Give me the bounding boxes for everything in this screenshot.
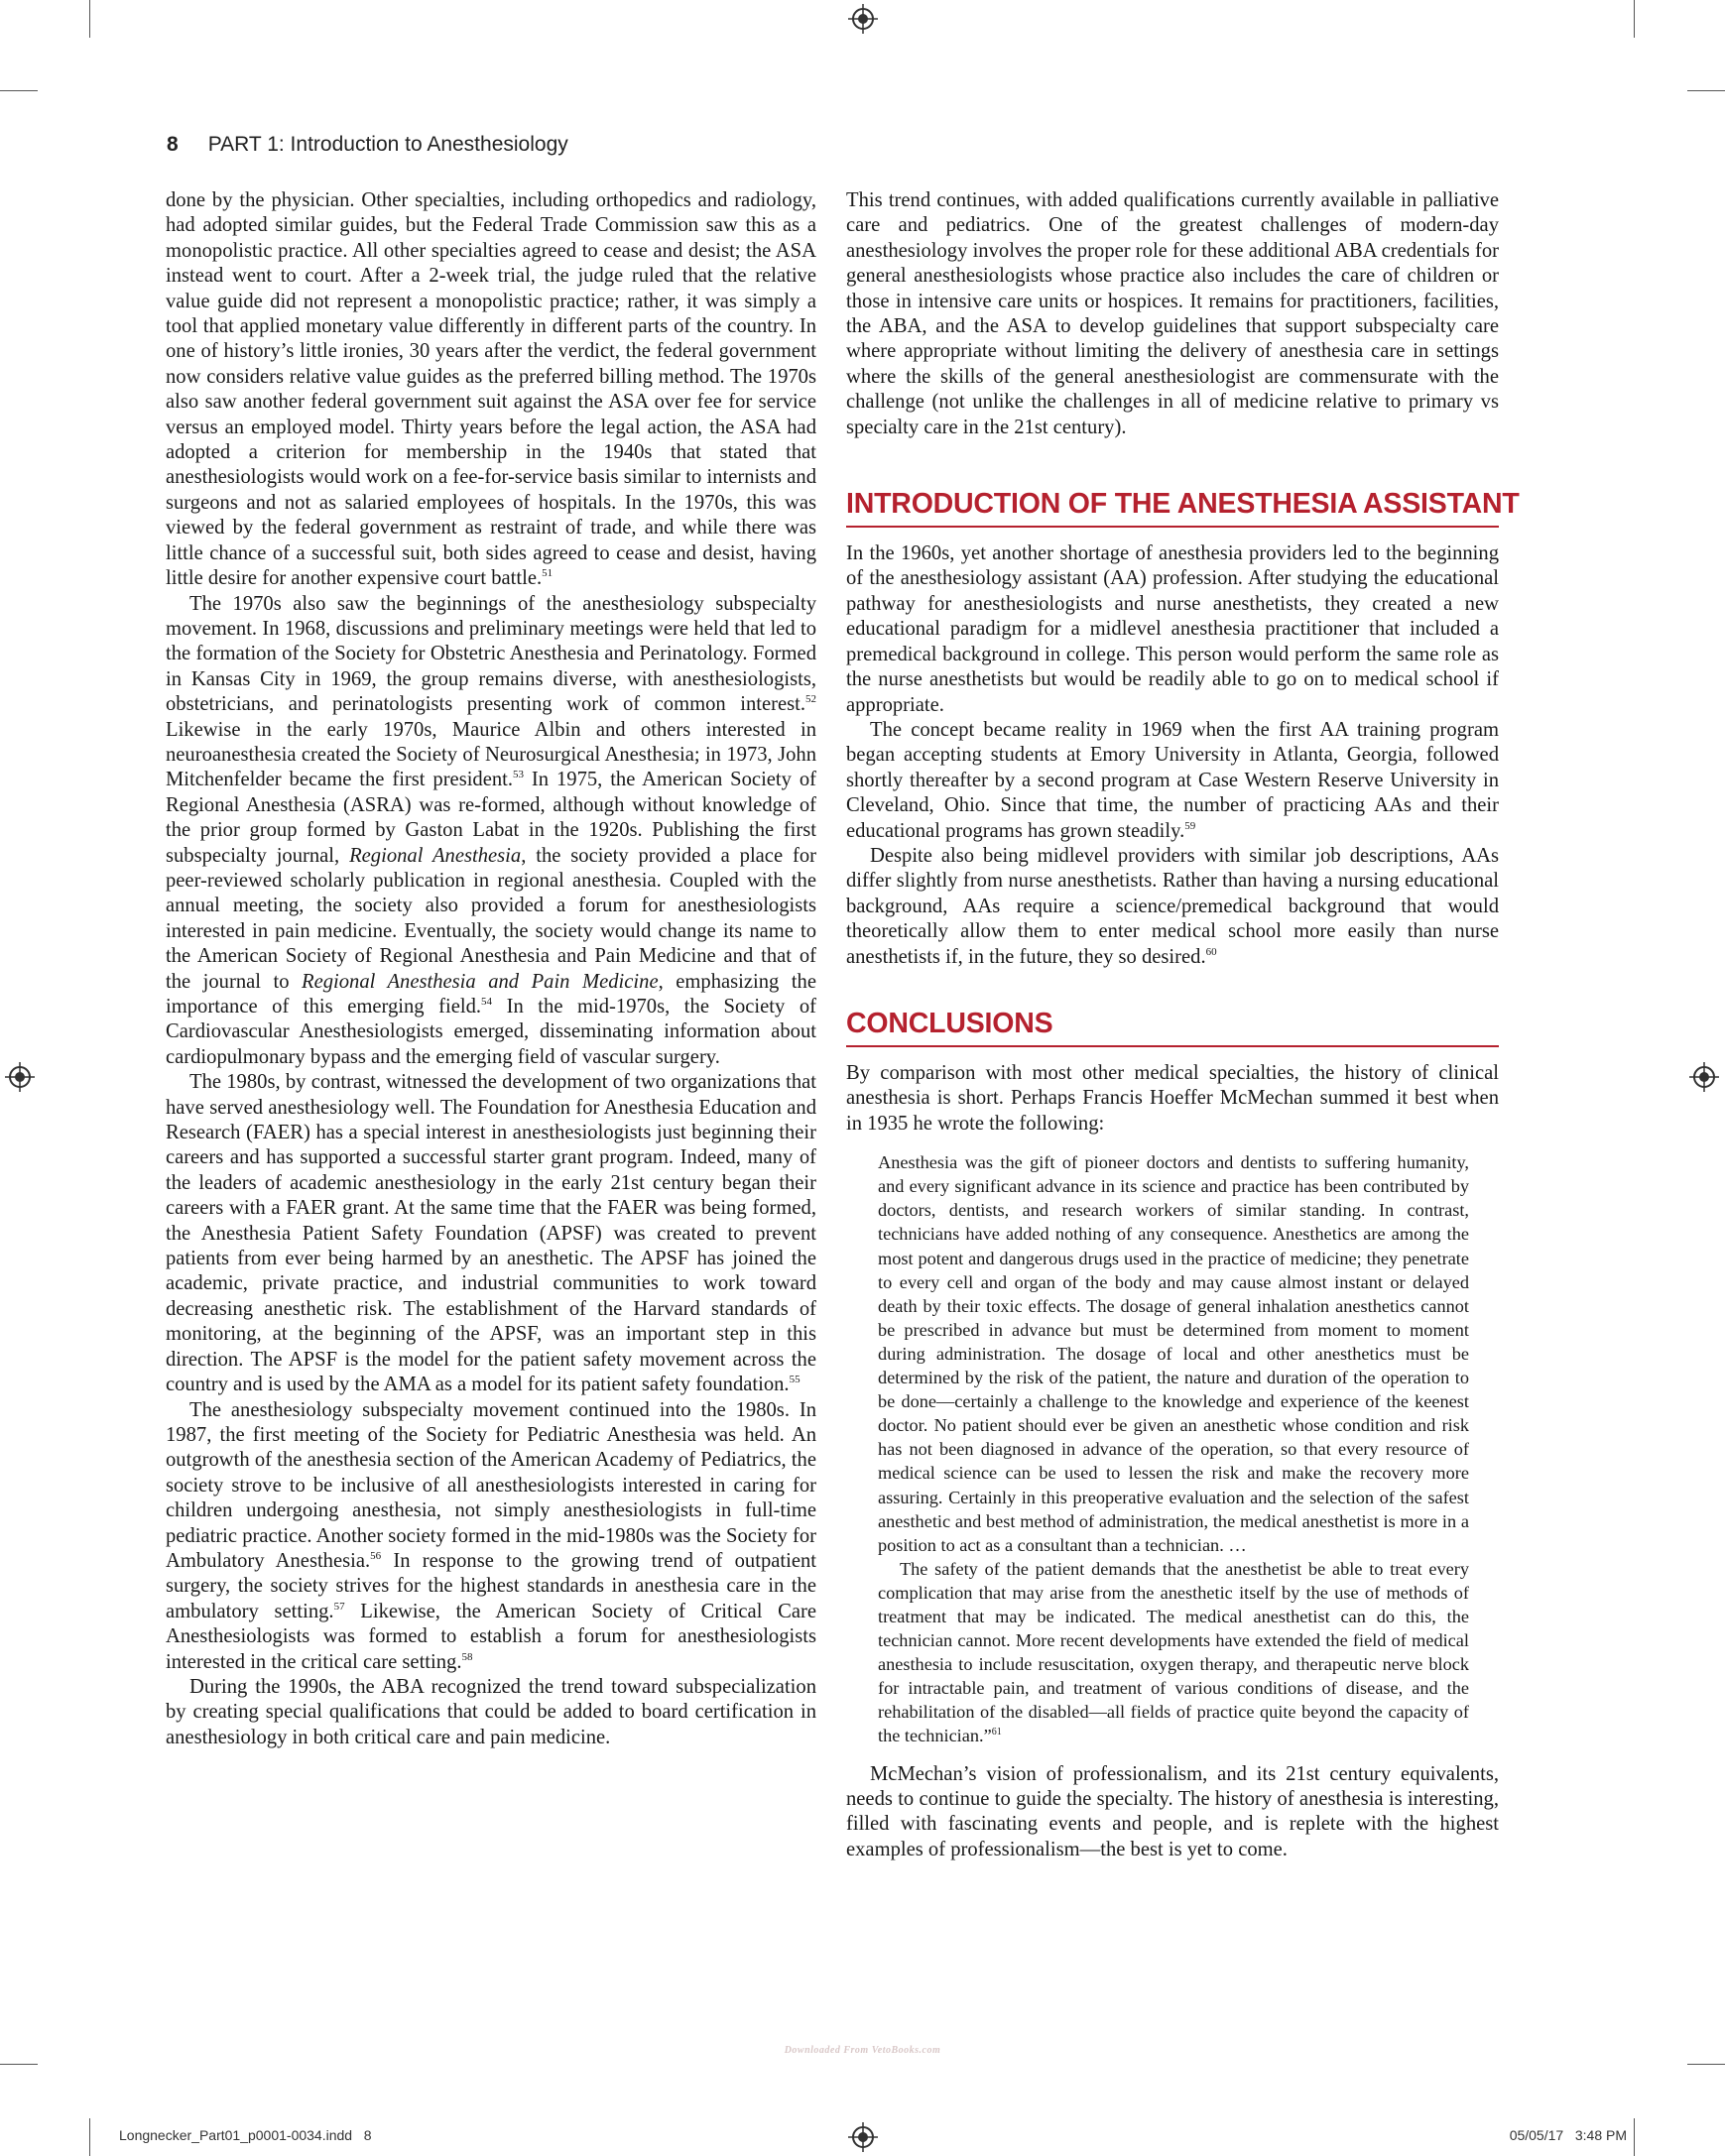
- body-paragraph: Despite also being midlevel providers with similar job descriptions, AAs differ slightly from nurse anesthetists. Rather than having a nursing educational background, AAs require a science/premedical background that would theoretically allow them to enter medical school more easily than nurse anesthetists if, in the future, they so desired.$^{60}$: [846, 844, 1499, 968]
- crop-mark: [89, 2118, 90, 2156]
- closing-paragraph: McMechan’s vision of professionalism, and its 21st century equivalents, needs to continue to guide the specialty. The history of anesthesia is interesting, filled with fascinating events and people, and is replete with the highest examples of professionalism—the best is yet to come.: [846, 1762, 1499, 1860]
- anesthesia-assistant-section: [846, 541, 1499, 970]
- crop-mark: [1687, 2064, 1725, 2065]
- footnote-reference: 57: [333, 1600, 345, 1613]
- crop-mark: [0, 2064, 38, 2065]
- footnote-reference: 61: [991, 1727, 1002, 1738]
- body-paragraph: During the 1990s, the ABA recognized the trend toward subspecialization by creating special qualifications that could be added to board certification in anesthesiology in both critical care and pain medicine.: [166, 1675, 816, 1748]
- crop-mark: [0, 90, 38, 91]
- footnote-reference: 52: [805, 693, 816, 706]
- body-paragraph: The safety of the patient demands that the anesthetist be able to treat every complication that may arise from the anesthetic itself by the use of methods of treatment that may be indicated. The medical anesthetist can do this, the technician cannot. More recent developments have extended the field of medical anesthesia to include resuscitation, oxygen therapy, and therapeutic nerve block for intractable pain, and treatment of various conditions of disease, and the rehabilitation of the disabled—all fields of practice quite beyond the capacity of the technician.”$^{61}$: [878, 1558, 1469, 1746]
- italic-title: Regional Anesthesia and Pain Medicine: [302, 970, 659, 993]
- footnote-reference: 51: [542, 567, 554, 580]
- footnote-reference: 58: [461, 1650, 473, 1663]
- body-paragraph: The 1970s also saw the beginnings of the anesthesiology subspecialty movement. In 1968, discussions and preliminary meetings were held that led to the formation of the Society for Obstetric Anesthesia and Perinatology. Formed in Kansas City in 1969, the group remains diverse, with anesthesiologists, obstetricians, and perinatologists presenting work of common interest.$^{52}$ Likewise in the early 1970s, Maurice Albin and others interested in neuroanesthesia created the Society of Neurosurgical Anesthesia; in 1973, John Mitchenfelder became the first president.$^{53}$ In 1975, the American Society of Regional Anesthesia (ASRA) was re-formed, although without knowledge of the prior group formed by Gaston Labat in the 1920s. Publishing the first subspecialty journal, Regional Anesthesia, the society provided a place for peer-reviewed scholarly publication in regional anesthesia. Coupled with the annual meeting, the society also provided a forum for anesthesiologists interested in pain medicine. Eventually, the society would change its name to the American Society of Regional Anesthesia and Pain Medicine and that of the journal to Regional Anesthesia and Pain Medicine, emphasizing the importance of this emerging field.$^{54}$ In the mid-1970s, the Society of Cardiovascular Anesthesiologists emerged, disseminating information about cardiopulmonary bypass and the emerging field of vascular surgery.: [166, 592, 816, 1068]
- body-paragraph: The concept became reality in 1969 when the first AA training program began accepting students at Emory University in Atlanta, Georgia, followed shortly thereafter by a second program at Case Western Reserve University in Cleveland, Ohio. Since that time, the number of practicing AAs and their educational programs has grown steadily.$^{59}$: [846, 718, 1499, 842]
- running-head: [167, 133, 568, 157]
- body-paragraph: The anesthesiology subspecialty movement continued into the 1980s. In 1987, the first meeting of the Society for Pediatric Anesthesia was held. An outgrowth of the anesthesia section of the American Academy of Pediatrics, the society strove to be inclusive of all anesthesiologists interested in caring for children undergoing anesthesia, not simply anesthesiologists in full-time pediatric practice. Another society formed in the mid-1980s was the Society for Ambulatory Anesthesia.$^{56}$ In response to the growing trend of outpatient surgery, the society strives for the highest standards in anesthesia care in the ambulatory setting.$^{57}$ Likewise, the American Society of Critical Care Anesthesiologists was formed to establish a forum for anesthesiologists interested in the critical care setting.$^{58}$: [166, 1398, 817, 1673]
- slug-timestamp: 05/05/17 3:48 PM: [1509, 2127, 1627, 2143]
- crop-mark: [1634, 0, 1635, 38]
- footnote-reference: 56: [370, 1550, 382, 1563]
- section-heading-conclusions: CONCLUSIONS: [846, 1008, 1499, 1047]
- italic-title: Regional Anesthesia: [349, 844, 522, 867]
- crop-mark: [1687, 90, 1725, 91]
- footnote-reference: 55: [789, 1374, 801, 1386]
- right-column: [846, 188, 1520, 1862]
- registration-mark-icon: [5, 1062, 35, 1092]
- watermark: Downloaded From VetoBooks.com: [784, 2045, 941, 2056]
- body-paragraph: The 1980s, by contrast, witnessed the development of two organizations that have served anesthesiology well. The Foundation for Anesthesia Education and Research (FAER) has a special interest in anesthesiologists just beginning their careers and has supported a successful starter grant program. Indeed, many of the leaders of academic anesthesiology in the early 21st century began their careers with a FAER grant. At the same time that the FAER was being formed, the Anesthesia Patient Safety Foundation (APSF) was created to prevent patients from ever being harmed by an anesthetic. The APSF has joined the academic, private practice, and industrial communities to work toward decreasing anesthetic risk. The establishment of the Harvard standards of monitoring, at the beginning of the APSF, was an important step in this direction. The APSF is the model for the patient safety movement across the country and is used by the AMA as a model for its patient safety foundation.$^{55}$: [166, 1071, 816, 1396]
- section-heading-anesthesia-assistant: INTRODUCTION OF THE ANESTHESIA ASSISTANT: [846, 488, 1499, 528]
- footnote-reference: 60: [1205, 945, 1217, 958]
- block-quote: [878, 1150, 1469, 1747]
- page-number: 8: [167, 133, 179, 156]
- body-paragraph: done by the physician. Other specialties, including orthopedics and radiology, had adopted similar guides, but the Federal Trade Commission saw this as a monopolistic practice. All other specialties agreed to cease and desist; the ASA instead went to court. After a 2-week trial, the judge ruled that the relative value guide did not represent a monopolistic practice; rather, it was simply a tool that applied monetary value differently in different parts of the country. In one of history’s little ironies, 30 years after the verdict, the federal government now considers relative value guides as the preferred billing method. The 1970s also saw another federal government suit against the ASA over fee for service versus an employed model. Thirty years before the legal action, the ASA had adopted a criterion for membership in the 1940s that stated that anesthesiologists would work on a fee-for-service basis similar to internists and surgeons and not as salaried employees of hospitals. In the 1970s, this was viewed by the federal government as restraint of trade, and while there was little chance of a successful suit, both sides agreed to cease and desist, having little desire for another expensive court battle.$^{51}$: [166, 189, 816, 590]
- crop-mark: [1634, 2118, 1635, 2156]
- footnote-reference: 59: [1184, 819, 1196, 832]
- footnote-reference: 54: [481, 996, 493, 1009]
- body-paragraph: By comparison with most other medical specialties, the history of clinical anesthesia is short. Perhaps Francis Hoeffer McMechan summed it best when in 1935 he wrote the following:: [846, 1061, 1499, 1135]
- registration-mark-icon: [1689, 1062, 1719, 1092]
- body-paragraph: This trend continues, with added qualifications currently available in palliative care and pediatrics. One of the greatest challenges of modern-day anesthesiology involves the proper role for these additional ABA credentials for general anesthesiologists whose practice also includes the care of children or those in intensive care units or hospices. It remains for practitioners, facilities, the ABA, and the ASA to develop guidelines that support subspecialty care where appropriate without limiting the delivery of anesthesia care in settings where the skills of the general anesthesiologist are commensurate with the challenge (not unlike the challenges in all of medicine relative to primary vs specialty care in the 21st century).: [846, 189, 1499, 438]
- body-paragraph: Anesthesia was the gift of pioneer doctors and dentists to suffering humanity, and every significant advance in its science and practice has been contributed by doctors, dentists, and research workers of similar standing. In contrast, technicians have added nothing of any consequence. Anesthetics are among the most potent and dangerous drugs used in the practice of medicine; they penetrate to every cell and organ of the body and may cause almost instant or delayed death by their toxic effects. The dosage of general inhalation anesthetics cannot be prescribed in advance but must be determined from moment to moment during administration. The dosage of local and other anesthetics must be determined by the risk of the patient, the nature and duration of the operation to be done—certainly a challenge to the knowledge and experience of the keenest doctor. No patient should ever be given an anesthetic whose condition and risk has not been diagnosed in advance of the operation, so that every resource of medical science can be used to lessen the risk and make the recovery more assuring. Certainly in this preoperative evaluation and the selection of the safest anesthetic and best method of administration, the medical anesthetist is more in a position to act as a consultant than a technician. …: [878, 1152, 1469, 1555]
- footnote-reference: 53: [513, 769, 525, 781]
- slug-file-name: Longnecker_Part01_p0001-0034.indd 8: [119, 2127, 372, 2143]
- registration-mark-icon: [848, 4, 878, 34]
- running-title: PART 1: Introduction to Anesthesiology: [207, 133, 568, 156]
- left-column: [166, 188, 816, 1750]
- body-paragraph: In the 1960s, yet another shortage of anesthesia providers led to the beginning of the anesthesiology assistant (AA) profession. After studying the educational pathway for anesthesiologists and nurse anesthetists, they created a new educational paradigm for a midlevel anesthesia practitioner that included a premedical background in college. This person would perform the same role as the nurse anesthetists but would be readily able to go on to medical school if appropriate.: [846, 542, 1499, 716]
- registration-mark-icon: [848, 2122, 878, 2152]
- crop-mark: [89, 0, 90, 38]
